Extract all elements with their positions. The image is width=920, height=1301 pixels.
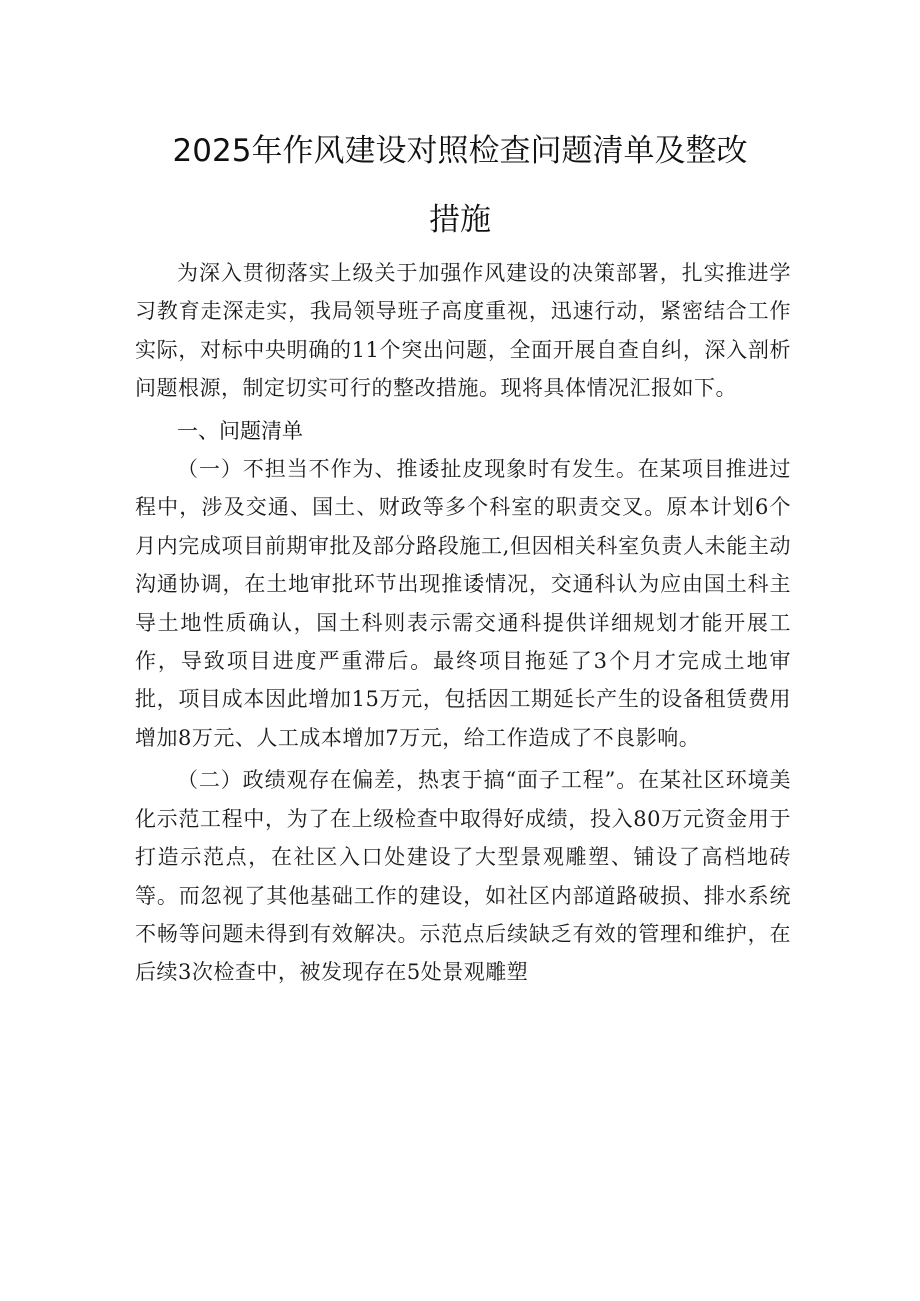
document-title-line-1: 2025年作风建设对照检查问题清单及整改 (172, 133, 748, 169)
problem-item-2: （二）政绩观存在偏差，热衷于搞“面子工程”。在某社区环境美化示范工程中，为了在上级检查中取得好成绩，投入80万元资金用于打造示范点，在社区入口处建设了大型景观雕塑、铺设了高档地砖等。而忽视了其他基础工作的建设，如社区内部道路破损、排水系统不畅等问题未得到有效解决。示范点后续缺乏有效的管理和维护，在后续3次检查中，被发现存在5处景观雕塑 (135, 768, 791, 985)
problem-item-1: （一）不担当不作为、推诿扯皮现象时有发生。在某项目推进过程中，涉及交通、国土、财政等多个科室的职责交叉。原本计划6个月内完成项目前期审批及部分路段施工,但因相关科室负责人未能主动沟通协调，在土地审批环节出现推诿情况，交通科认为应由国土科主导土地性质确认，国土科则表示需交通科提供详细规划才能开展工作，导致项目进度严重滞后。最终项目拖延了3个月才完成土地审批，项目成本因此增加15万元，包括因工期延长产生的设备租赁费用增加8万元、人工成本增加7万元，给工作造成了不良影响。 (135, 457, 791, 750)
document-body (135, 254, 791, 992)
section-heading-problem-list: 一、问题清单 (177, 418, 303, 443)
intro-paragraph: 为深入贯彻落实上级关于加强作风建设的决策部署，扎实推进学习教育走深走实，我局领导班子高度重视，迅速行动，紧密结合工作实际，对标中央明确的11个突出问题，全面开展自查自纠，深入剖析问题根源，制定切实可行的整改措施。现将具体情况汇报如下。 (135, 261, 791, 401)
document-title-line-2: 措施 (429, 202, 491, 238)
